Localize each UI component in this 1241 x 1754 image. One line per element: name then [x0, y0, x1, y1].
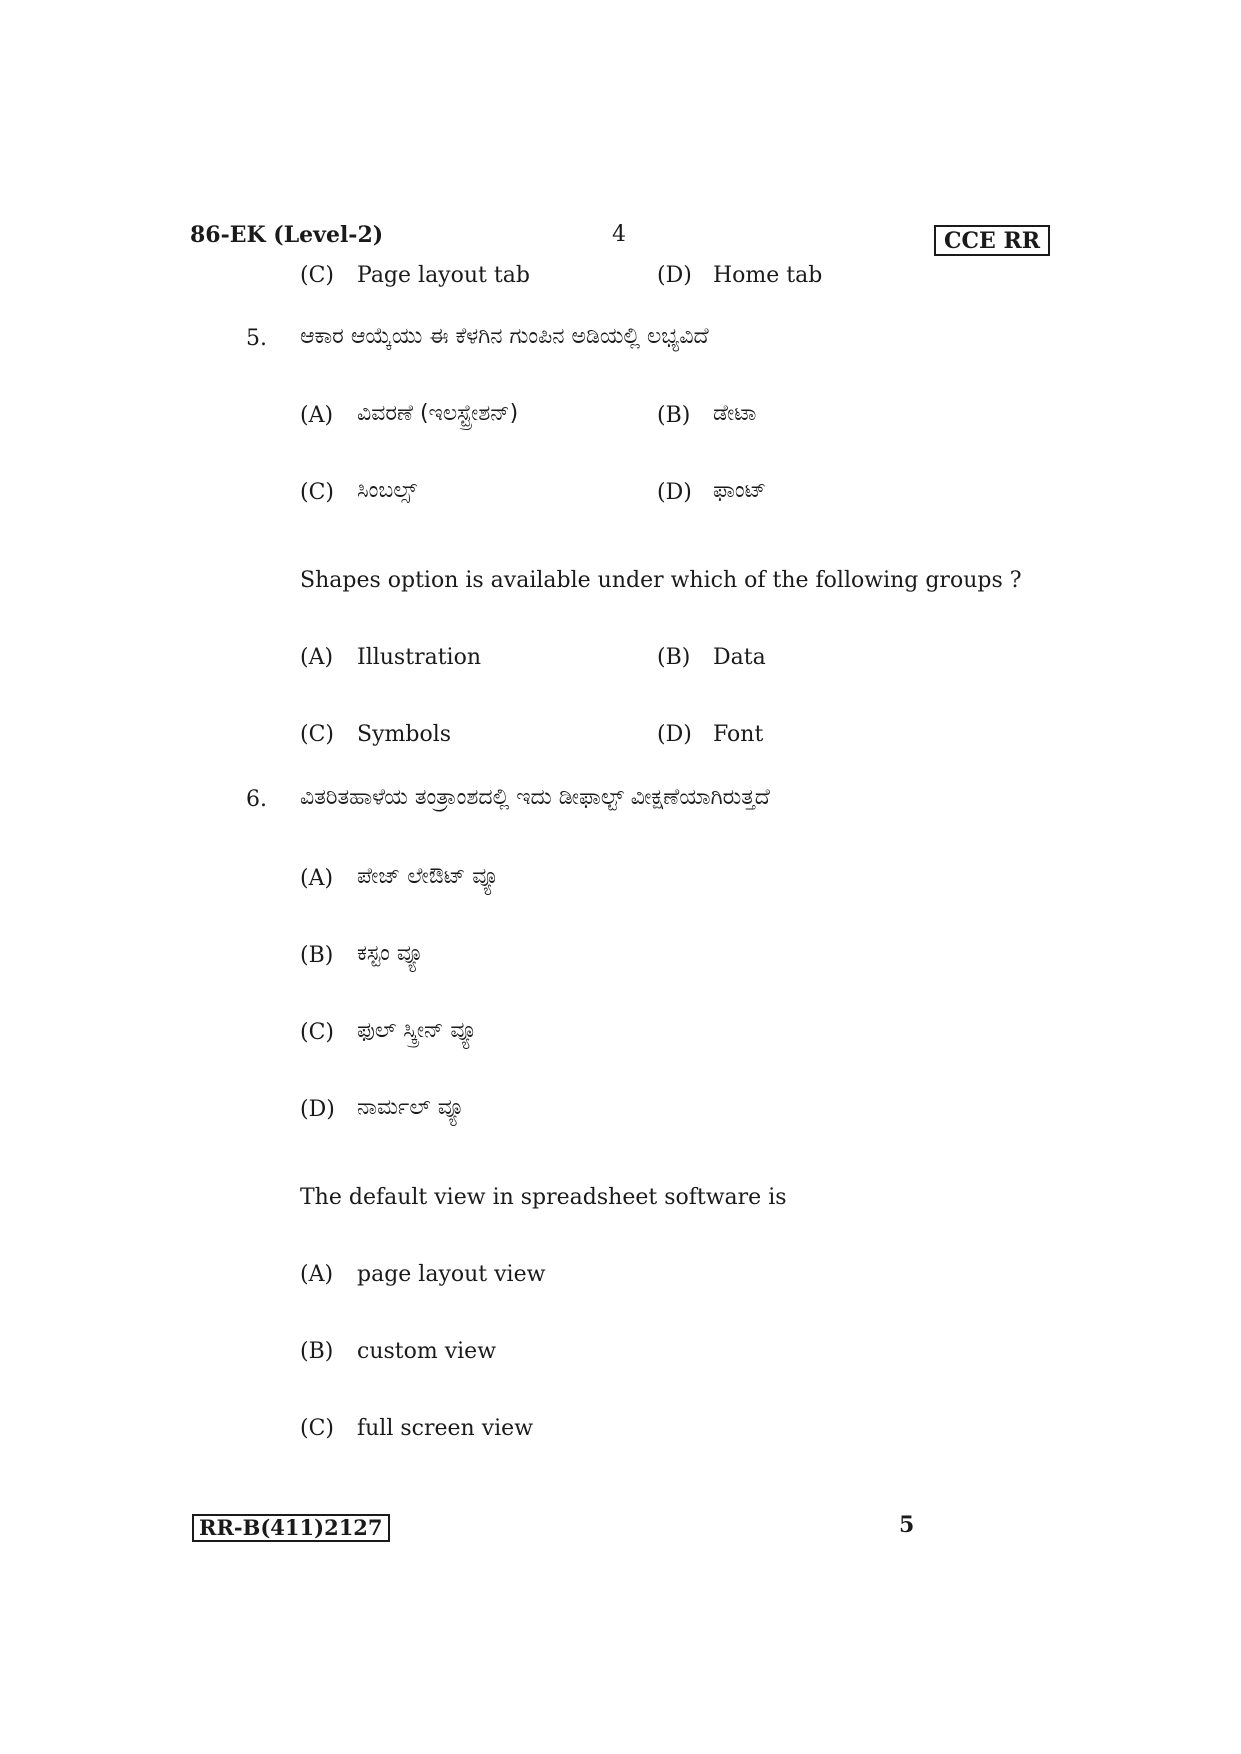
q5-kn-option-d-label: (D) — [657, 480, 692, 505]
q5-en-option-b-text: Data — [713, 645, 766, 670]
cce-rr-badge: CCE RR — [934, 225, 1050, 256]
q6-en-option-a-text: page layout view — [357, 1262, 546, 1287]
q6-kannada-question: ವಿತರಿತಹಾಳೆಯ ತಂತ್ರಾಂಶದಲ್ಲಿ ಇದು ಡೀಫಾಲ್ಟ್ ವೀಕ್ಷಣೆಯಾಗಿರುತ್ತದೆ — [300, 785, 770, 810]
page-number-top: 4 — [612, 222, 626, 247]
q5-en-option-c-label: (C) — [300, 722, 334, 747]
q5-kn-option-a-text: ವಿವರಣೆ (ಇಲಸ್ಟ್ರೇಶನ್) — [357, 401, 519, 426]
q4-option-c-text: Page layout tab — [357, 263, 530, 288]
q5-kn-option-c-label: (C) — [300, 480, 334, 505]
q5-en-option-a-text: Illustration — [357, 645, 481, 670]
q5-kn-option-d-text: ಫಾಂಟ್ — [713, 478, 767, 503]
q5-number: 5. — [246, 326, 267, 351]
q6-en-option-b-label: (B) — [300, 1339, 334, 1364]
q5-en-option-c-text: Symbols — [357, 722, 452, 747]
q5-kn-option-b-label: (B) — [657, 403, 691, 428]
q4-option-c-label: (C) — [300, 263, 334, 288]
q5-kannada-question: ಆಕಾರ ಆಯ್ಕೆಯು ಈ ಕೆಳಗಿನ ಗುಂಪಿನ ಅಡಿಯಲ್ಲಿ ಲಭ್ಯವಿದೆ — [300, 324, 709, 349]
q6-english-question: The default view in spreadsheet software is — [300, 1185, 787, 1210]
q6-number: 6. — [246, 787, 267, 812]
q6-kn-option-b-label: (B) — [300, 943, 334, 968]
q5-kn-option-b-text: ಡೇಟಾ — [713, 401, 757, 426]
footer-paper-code: RR-B(411)2127 — [192, 1514, 390, 1542]
footer-page-number: 5 — [899, 1512, 915, 1538]
q6-kn-option-a-label: (A) — [300, 866, 334, 891]
paper-code: 86-EK (Level-2) — [190, 222, 384, 248]
q6-kn-option-c-text: ಫುಲ್ ಸ್ಕ್ರೀನ್ ವ್ಯೂ — [357, 1018, 478, 1043]
q5-en-option-d-text: Font — [713, 722, 764, 747]
q6-en-option-a-label: (A) — [300, 1262, 334, 1287]
q5-en-option-d-label: (D) — [657, 722, 692, 747]
q6-en-option-b-text: custom view — [357, 1339, 497, 1364]
q6-kn-option-c-label: (C) — [300, 1020, 334, 1045]
q5-kn-option-c-text: ಸಿಂಬಲ್ಸ್ — [357, 478, 417, 503]
q6-en-option-c-label: (C) — [300, 1416, 334, 1441]
q5-en-option-b-label: (B) — [657, 645, 691, 670]
q4-option-d-label: (D) — [657, 263, 692, 288]
q6-kn-option-d-label: (D) — [300, 1097, 335, 1122]
q5-english-question: Shapes option is available under which of the following groups ? — [300, 568, 1022, 593]
q6-kn-option-b-text: ಕಸ್ಟಂ ವ್ಯೂ — [357, 941, 424, 966]
q6-kn-option-d-text: ನಾರ್ಮಲ್ ವ್ಯೂ — [357, 1095, 465, 1120]
q6-kn-option-a-text: ಪೇಜ್ ಲೇಔಟ್ ವ್ಯೂ — [357, 864, 499, 889]
q5-kn-option-a-label: (A) — [300, 403, 334, 428]
q4-option-d-text: Home tab — [713, 263, 823, 288]
q5-en-option-a-label: (A) — [300, 645, 334, 670]
q6-en-option-c-text: full screen view — [357, 1416, 534, 1441]
